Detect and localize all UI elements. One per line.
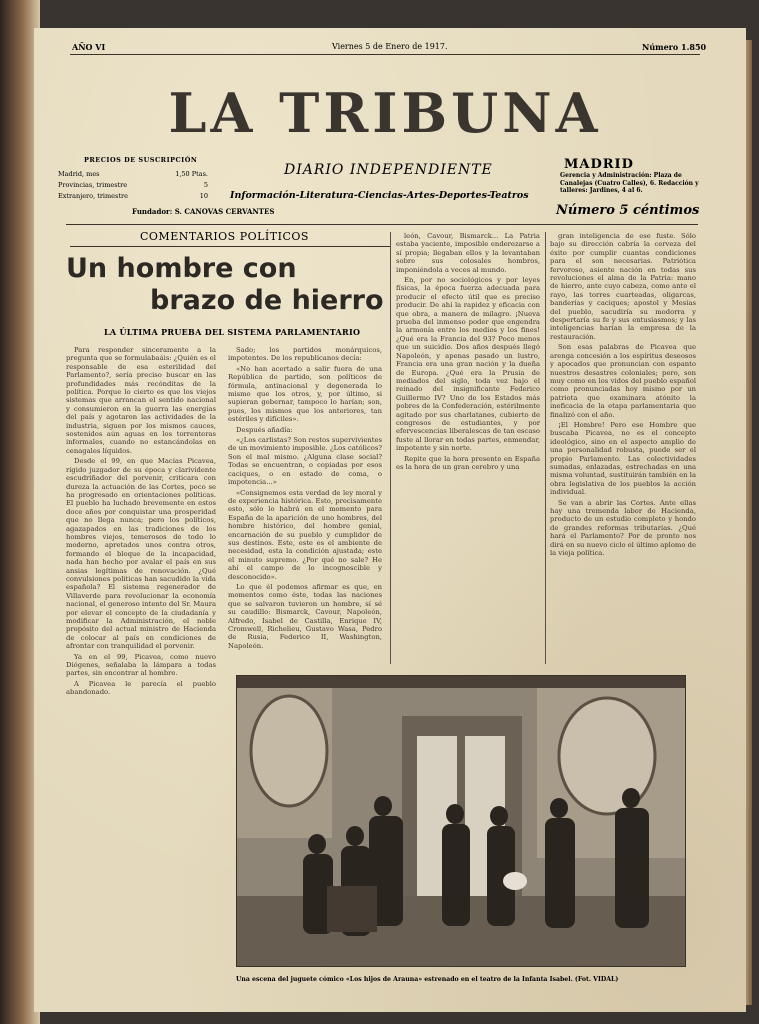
- paragraph: En, por no sociológicos y por leyes físicas, la época fuerza adecuada para producir el efecto útil que es preciso producir. De ahí la rapidez y eficacia con que obra, a manera de milagro. ¡Nueva prueba del inmenso poder que engendra la armonía entre los medios y los fines! ¿Qué era la Francia del 93? Poco menos que un suicidio. Dos años después llegó Napoleón, y apenas pasado un lustro, Francia era una gran nación y la dueña de Europa. ¿Qué era la Prusia de mediados del siglo, toda vez bajo el reinado del insignificante Federico Guillermo IV? Uno de los Estados más pobres de la Confederación, estérilmente agitado por sus charlatanes, cubierto de congresos de estudiantes, y por efervescencias liberalescas de tan escaso fuste al llorar en todas partes, enmendar, impotente y sin norte.: [396, 276, 540, 453]
- founder-line: Fundador: S. CANOVAS CERVANTES: [132, 207, 275, 216]
- subscription-title: PRECIOS DE SUSCRIPCIÓN: [84, 156, 198, 164]
- photo-scene: [237, 676, 685, 966]
- year-label: AÑO VI: [72, 42, 106, 52]
- paragraph: Lo que él podemos afirmar es que, en momentos como éste, todas las naciones que se salvaron tuvieron un hombre, sí sé su caudillo: Bismarck, Cavour, Napoleón, Alfredo, Isabel de Castilla, Enrique IV, Cromwell, Richelieu, Gustavo Wasa, Pedro de Rusia, Federico II, Washington, Napoleón.: [228, 582, 382, 650]
- paragraph: Son esas palabras de Picavea que arenga concesión a los espíritus deseosos y apocados que pronuncian con espanto nuestros desastres coloniales; pero, son muy como en los vidos del pueblo español como pronunciadas hoy mismo por un patriota que examinara atónito la ineficacia de la etapa parlamentaria que finalizó con el año.: [550, 343, 696, 419]
- paragraph: «¿Los carlistas? Son restos supervivientes de un movimiento imposible. ¿Los católicos? Son el mal mismo. ¿Alguna clase social? Todas se encuentran, o copiadas por esos caciques, o en estado de coma, o impotencia...»: [228, 436, 382, 487]
- paragraph: león, Cavour, Bismarck... La Patria estaba yaciente, imposible enderezarse a sí propia; llegaban ellos y la levantaban sobre sus colosales hombros, imponiéndola a veces al mundo.: [396, 232, 540, 274]
- article-column-1: [66, 346, 216, 980]
- paragraph: Desde el 99, en que Macías Picavea, rígido juzgador de su época y clarividente escudriñador del porvenir, criticara con dureza la actuación de las Cortes, poco se ha progresado en orientaciones políticas. El pueblo ha luchado brevemente en estos doce años por conquistar una prosperidad que no llega nunca; pero los políticos, agazapados en las tradiciones de los hombres viejos, temerosos de todo lo moderno, apretados unos contra otros, formando el bloque de la incapacidad, nada han hecho por avalar el país en sus ansias legítimas de renovación. ¿Qué convulsiones políticas han sacudido la vida española? El sistema regenerador de Villaverde para revolucionar la economía nacional, el generoso intento del Sr. Maura por elevar el concepto de la ciudadanía y modificar la Administración, el noble propósito del actual ministro de Hacienda de colocar al país en condiciones de afrontar con tranquilidad el porvenir.: [66, 457, 216, 651]
- paragraph: Se van a abrir las Cortes. Ante ellas hay una tremenda labor de Hacienda, producto de un estudio completo y hondo de grandes reformas tributarias. ¿Qué hará el Parlamento? Por de pronto nos dirá en su nuevo ciclo el último aplomo de la vieja política.: [550, 498, 696, 558]
- masthead-title: LA TRIBUNA: [168, 81, 602, 145]
- price-label: Número 5 céntimos: [556, 203, 700, 218]
- diario-subtitle: DIARIO INDEPENDIENTE: [284, 162, 493, 178]
- photo-caption: Una escena del juguete cómico «Los hijos de Arauna» estrenado en el teatro de la Infanta Isabel. (Fot. VIDAL): [236, 976, 619, 983]
- subheadline: LA ÚLTIMA PRUEBA DEL SISTEMA PARLAMENTARIO: [104, 327, 361, 337]
- paragraph: Después añadía:: [236, 425, 293, 434]
- paragraph: A Picavea le parecía el pueblo abandonado.: [66, 679, 216, 697]
- paragraph: Repite que la hora presente en España es la hora de un gran cerebro y una: [396, 454, 540, 471]
- city-label: MADRID: [564, 157, 634, 172]
- headline-line-2: brazo de hierro: [150, 285, 384, 316]
- sections-line: Información-Literatura-Ciencias-Artes-Deportes-Teatros: [230, 190, 529, 201]
- paragraph: ¡El Hombre! Pero ese Hombre que buscaba Picavea, no es el concepto ideológico, sino en el aspecto amplio de una personalidad robusta, puede ser el propio Parlamento. Las colectividades sumadas, enlazadas, estrechadas en una misma voluntad, sustituirán también en la obra legislativa de los pueblos la acción individual.: [550, 420, 696, 497]
- subscription-row: Extranjero, trimestre 10: [58, 192, 208, 200]
- masthead-rule: [66, 224, 698, 225]
- article-column-3: [396, 232, 540, 666]
- paragraph: «No han acertado a salir fuera de una República de partido, son políticos de fórmula, antinacional y degenerada lo mismo que los otros, y, por último, si supieran gobernar, tampoco lo harían; son, pues, los mismos que los anteriores, tan estériles y difíciles».: [228, 364, 382, 424]
- issue-number: Número 1.850: [642, 42, 707, 52]
- paragraph: Ya en el 99, Picavea, como nuevo Diógenes, señalaba la lámpara a todas partes, sin encontrar al hombre.: [66, 652, 216, 678]
- section-rule: [70, 246, 390, 247]
- paragraph: «Consignemos esta verdad de ley moral y de experiencia histórica. Esto, precisamente esto, sólo lo habrá en el momento para España de la aparición de uno hombres, del hombre histórico, del hombre genial, encarnación de su pueblo y cumplidor de sus destinos. Este, este es el ambiente de necesidad, esta la condición ajustada; este el minuto supremo. ¿Por qué no sale? He ahí el campo de lo incognoscible y desconocido».: [228, 488, 382, 581]
- subscription-row: Provincias, trimestre 5: [58, 181, 208, 189]
- headline-line-1: Un hombre con: [66, 253, 297, 284]
- section-label: COMENTARIOS POLÍTICOS: [140, 230, 309, 243]
- date-line: Viernes 5 de Enero de 1917.: [332, 42, 448, 51]
- article-column-2: [228, 346, 382, 666]
- subscription-row: Madrid, mes 1,50 Ptas.: [58, 170, 208, 178]
- paragraph: Sado; los partidos monárquicos, impotentes. De los republicanos decía:: [228, 346, 382, 363]
- top-rule: [70, 54, 700, 55]
- column-divider: [545, 232, 546, 664]
- theater-photograph: [236, 675, 686, 967]
- offices-address: Gerencia y Administración: Plaza de Canalejas (Cuatro Calles), 6. Redacción y talleres: Jardines, 4 al 6.: [560, 172, 699, 194]
- column-divider: [390, 232, 391, 664]
- paragraph: Para responder sinceramente a la pregunta que se formulabaáis: ¿Quién es el responsable de esa esterilidad del Parlamento?, sería preciso buscar en las profundidades más recónditas de la política. Porque lo cierto es que los viejos sistemas que arrancan el sentido nacional y consumieron en la guerra las energías del país y agotaron las actividades de la industria, siguen por los mismos cauces, sostenidos aún aguas en los torrenteras informales, cuando no estancándolas en cenagales líquidos.: [66, 346, 216, 455]
- paragraph: gran inteligencia de ese fuste. Sólo bajo su dirección cabría la cerveza del éxito por cumplir cuantas condiciones para el son necesarias. Patriótica fervoroso, asiente nación en todas sus revoluciones el alma de la Patria: mano de hierro, ante cuyo cabeza, como ante el rayo, las torres cuarteadas, oligarcas, banderías y caciques; apostol y Mesías del pueblo, sacudiría su modorra y despertaría su fe y sus entusiasmos; y las inteligencias harían la empresa de la restauración.: [550, 232, 696, 341]
- article-column-4: [550, 232, 696, 666]
